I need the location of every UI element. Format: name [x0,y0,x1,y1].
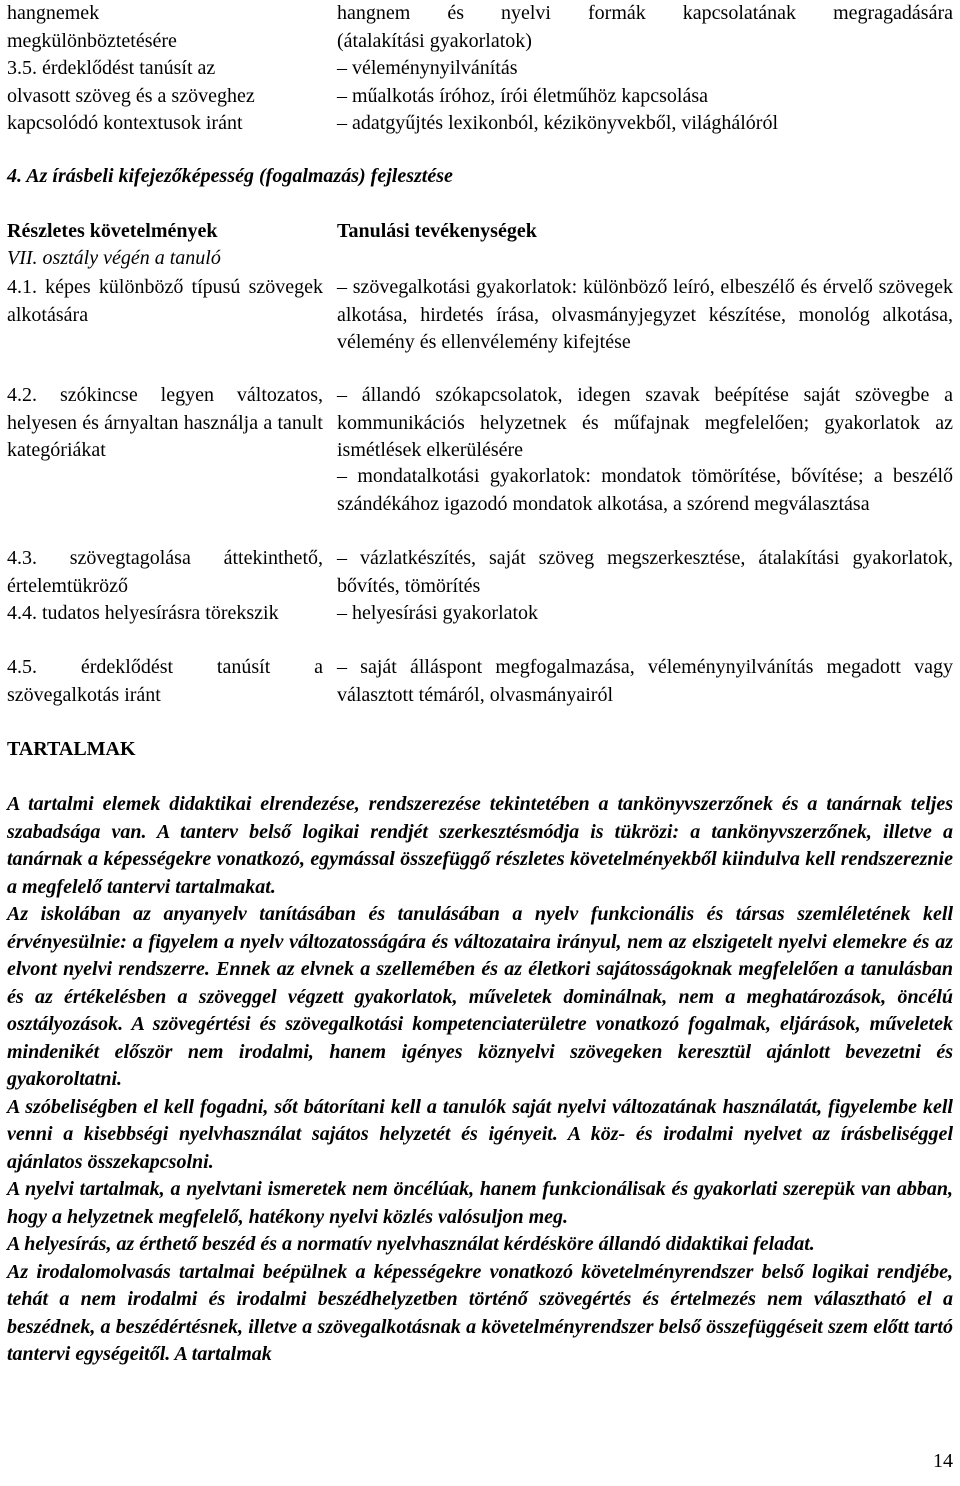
top-right-line: hangnem és nyelvi formák kapcsolatának megragadására [337,2,953,24]
tartalmak-paragraph: Az irodalomolvasás tartalmai beépülnek a képességekre vonatkozó követelményrendszer belső logikai rendjébe, tehát a nem irodalmi és irodalmi beszédhelyzetben történő szövegértés és értelmezés nem választható el a beszédnek, a beszédértésnek, illetve a szövegalkotásnak a követelményrendszer belső összefüggéseit szem előtt tartó tantervi egységeitől. A tartalmak [7,1260,953,1365]
requirement-item: 4.4. tudatos helyesírásra törekszik [7,602,279,624]
activity-item: – szövegalkotási gyakorlatok: különböző leíró, elbeszélő és érvelő szövegek alkotása, hirdetés írása, olvasmányjegyzet készítése, monológ alkotása, vélemény és ellenvélemény kifejtése [337,276,953,353]
top-right-line: (átalakítási gyakorlatok) [337,29,532,52]
section-heading: 4. Az írásbeli kifejezőképesség (fogalmazás) fejlesztése [7,165,453,187]
top-left-line: olvasott szöveg és a szöveghez [7,84,255,107]
tartalmak-paragraph: A nyelvi tartalmak, a nyelvtani ismeretek nem öncélúak, hanem funkcionálisak és gyakorlati szerepük van abban, hogy a helyzetnek megfelelő, hatékony nyelvi közlés valósuljon meg. [7,1178,953,1228]
top-bullet: – adatgyűjtés lexikonból, kézikönyvekből, világhálóról [337,112,779,134]
tartalmak-paragraph: A tartalmi elemek didaktikai elrendezése, rendszerezése tekintetében a tankönyvszerzőnek és a tanárnak teljes szabadsága van. A tanterv belső logikai rendjét szerkesztésmódja is tükrözi: a tankönyvszerzőnek, illetve a tanárnak a képességekre vonatkozó, egymással összefüggő részletes követelményekből kiindulva kell rendszereznie a megfelelő tantervi tartalmakat. [7,793,953,898]
requirement-item: 4.3. szövegtagolása áttekinthető, értelemtükröző [7,547,323,597]
top-bullet: – véleménynyilvánítás [337,57,518,79]
top-left-line: megkülönböztetésére [7,29,177,52]
top-left-line: 3.5. érdeklődést tanúsít az [7,57,216,79]
activity-item: – helyesírási gyakorlatok [337,602,539,624]
requirement-item: 4.5. érdeklődést tanúsít a szövegalkotás iránt [7,656,323,706]
activity-item: – saját álláspont megfogalmazása, véleménynyilvánítás megadott vagy választott témáról, olvasmányairól [337,656,953,706]
tartalmak-body [7,791,953,1369]
activity-item: – mondatalkotási gyakorlatok: mondatok tömörítése, bővítése; a beszélő szándékához igazodó mondatok alkotása, a szórend megválasztása [337,465,953,515]
top-right-column [337,0,953,138]
col-left-subheader: VII. osztály végén a tanuló [7,247,221,269]
tartalmak-paragraph: A szóbeliségben el kell fogadni, sőt bátorítani kell a tanulók saját nyelvi változatának használatát, figyelembe kell venni a kisebbségi nyelvhasználat sajátos helyzetét és igényeit. A köz- és irodalmi nyelvet az írásbeliséggel ajánlatos összekapcsolni. [7,1095,953,1173]
requirement-item: 4.2. szókincse legyen változatos, helyesen és árnyaltan használja a tanult kategóriákat [7,384,323,461]
col-right-header: Tanulási tevékenységek [337,220,537,242]
top-left-line: hangnemek [7,2,100,24]
col-left-header: Részletes követelmények [7,220,218,242]
activity-item: – vázlatkészítés, saját szöveg megszerkesztése, átalakítási gyakorlatok, bővítés, tömörítés [337,547,953,597]
top-left-line: kapcsolódó kontextusok iránt [7,112,243,134]
requirement-item: 4.1. képes különböző típusú szövegek alkotására [7,276,323,326]
tartalmak-heading: TARTALMAK [7,738,136,760]
activity-item: – állandó szókapcsolatok, idegen szavak beépítése saját szövegbe a kommunikációs helyzetnek és műfajnak megfelelően; gyakorlatok az ismétlések elkerülésére [337,384,953,461]
tartalmak-paragraph: A helyesírás, az érthető beszéd és a normatív nyelvhasználat kérdésköre állandó didaktikai feladat. [7,1233,815,1255]
top-left-column [7,0,317,138]
tartalmak-paragraph: Az iskolában az anyanyelv tanításában és tanulásában a nyelv funkcionális és társas szemléletének kell érvényesülnie: a figyelem a nyelv változatosságára és változataira irányul, nem az elszigetelt nyelvi elemekre és az elvont nyelvi rendszerre. Ennek az elvnek a szellemében és az életkori sajátosságoknak megfelelően a tanulásban és az értékelésben a szöveggel végzett gyakorlatok, műveletek dominálnak, nem a meghatározások, öncélú osztályozások. A szövegértési és szövegalkotási kompetenciaterületre vonatkozó fogalmak, eljárások, műveletek mindenikét először nem irodalmi, hanem igényes köznyelvi szövegeken keresztül ajánlott bevezetni és gyakoroltatni. [7,903,953,1090]
top-bullet: – műalkotás íróhoz, írói életműhöz kapcsolása [337,84,709,107]
page-number: 14 [933,1450,953,1472]
